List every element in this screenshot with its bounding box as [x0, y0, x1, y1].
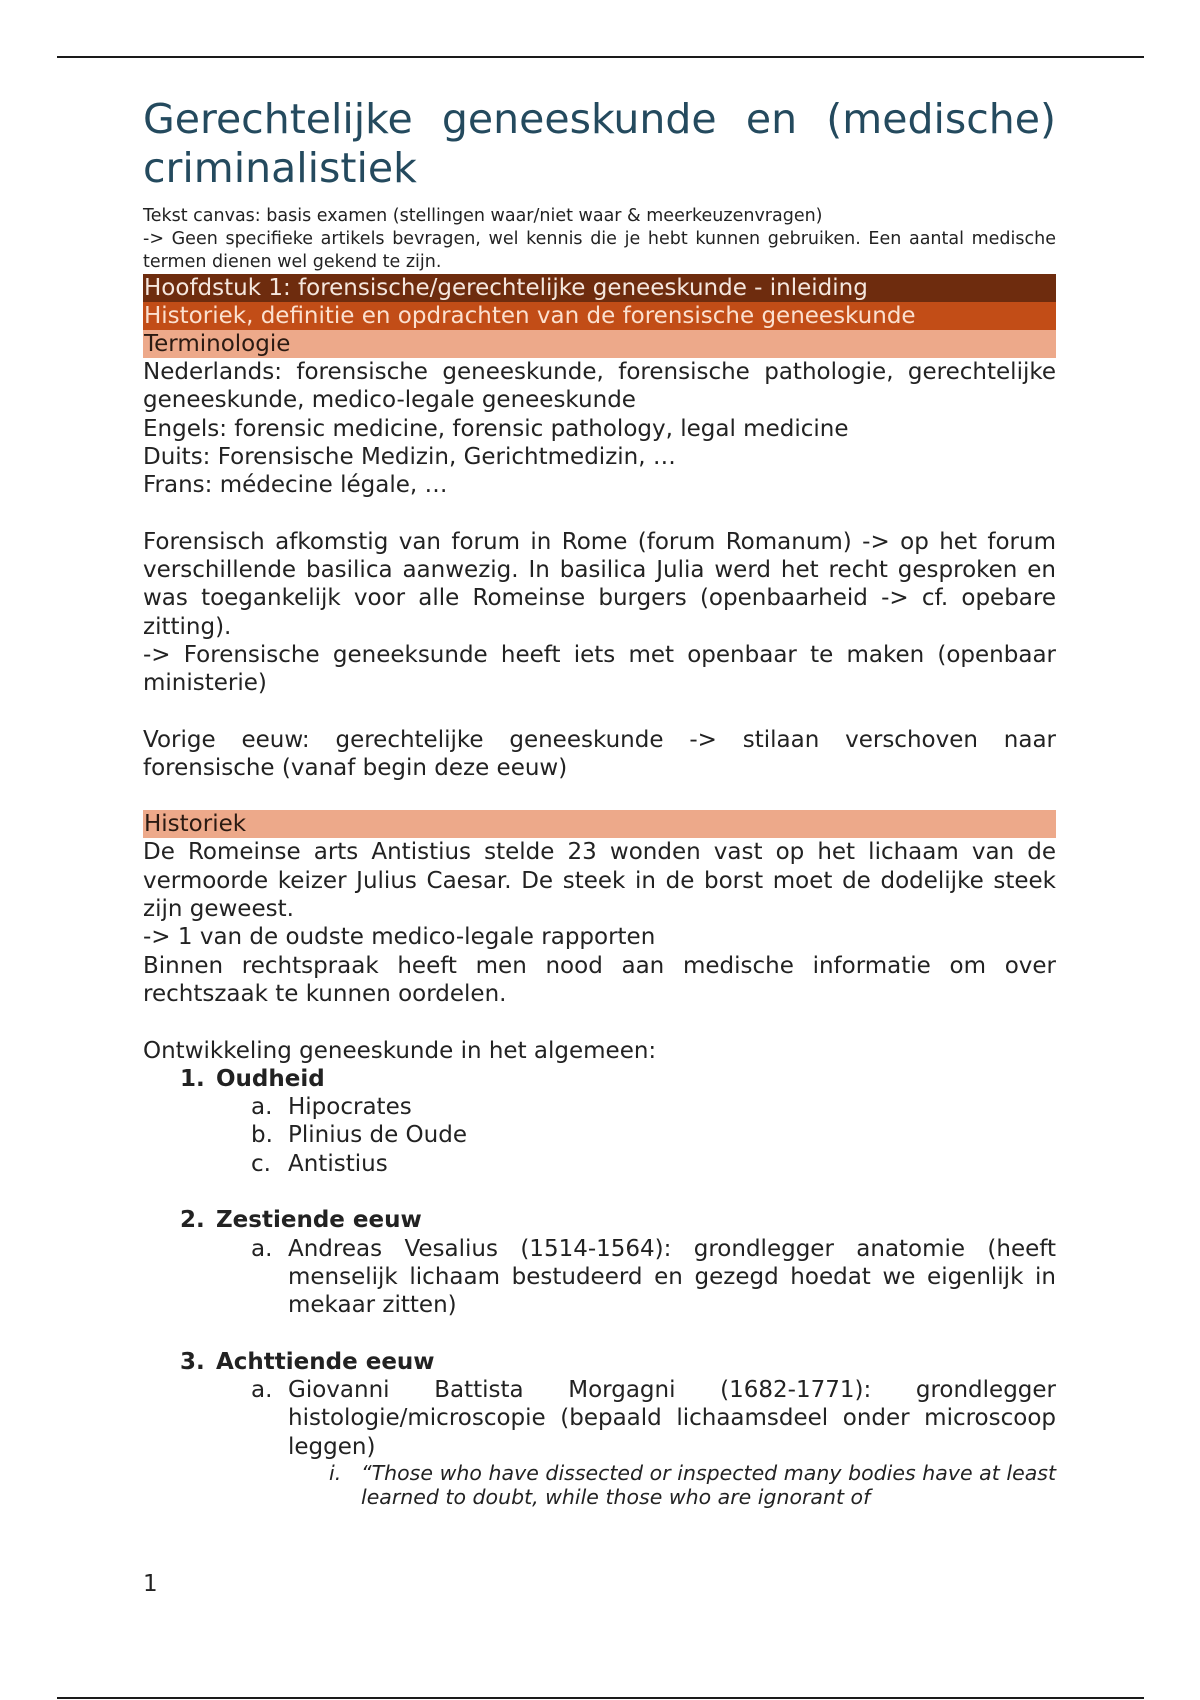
- spacer: [143, 698, 1056, 726]
- list-item-text: Plinius de Oude: [288, 1122, 467, 1149]
- terminology-body: [143, 358, 1056, 782]
- page-number: 1: [143, 1571, 158, 1597]
- oldest-report-note: -> 1 van de oudste medico-legale rapporten: [143, 924, 656, 951]
- list-marker: b.: [251, 1122, 273, 1149]
- list-marker: c.: [251, 1150, 271, 1177]
- period-label: Oudheid: [216, 1065, 325, 1092]
- quote-text: “Those who have dissected or inspected many bodies have at least learned to doubt, while those who are ignorant of: [361, 1460, 1056, 1509]
- spacer: [143, 499, 1056, 527]
- list-marker: a.: [251, 1094, 273, 1121]
- intro-line-2: -> Geen specifieke artikels bevragen, wel kennis die je hebt kunnen gebruiken. Een aantal medische termen dienen wel gekend te zijn.: [143, 229, 1056, 272]
- list-item: [143, 1235, 1056, 1320]
- list-item: [143, 1121, 1056, 1149]
- section-heading: Historiek, definitie en opdrachten van de forensische geneeskunde: [143, 302, 1056, 330]
- spacer: [143, 1178, 1056, 1206]
- terminology-line-french: Frans: médecine légale, …: [143, 472, 448, 499]
- document-page: [143, 95, 1056, 1509]
- forensic-origin-paragraph: Forensisch afkomstig van forum in Rome (forum Romanum) -> op het forum verschillende basilica aanwezig. In basilica Julia werd het recht gesproken en was toegankelijk voor alle Romeinse burgers (openbaarheid -> cf. opebare zitting).: [143, 528, 1056, 640]
- list-item-text: Giovanni Battista Morgagni (1682-1771): grondlegger histologie/microscopie (bepaald lichaamsdeel onder microscoop leggen): [288, 1377, 1056, 1460]
- period-heading: [143, 1065, 1056, 1093]
- top-rule: [57, 56, 1144, 58]
- period-number: 2.: [180, 1207, 205, 1234]
- antistius-paragraph: De Romeinse arts Antistius stelde 23 wonden vast op het lichaam van de vermoorde keizer Julius Caesar. De steek in de borst moet de dodelijke steek zijn geweest.: [143, 839, 1056, 923]
- list-item: [143, 1150, 1056, 1178]
- history-body: [143, 838, 1056, 1064]
- list-item-text: Antistius: [288, 1150, 388, 1177]
- terminology-heading: Terminologie: [143, 330, 1056, 358]
- list-item: [143, 1065, 1056, 1206]
- spacer: [143, 1008, 1056, 1036]
- period-heading: [143, 1348, 1056, 1376]
- list-item-text: Andreas Vesalius (1514-1564): grondlegger anatomie (heeft menselijk lichaam bestudeerd en gezegd hoedat we eigenlijk in mekaar zitten): [288, 1235, 1056, 1319]
- jurisdiction-paragraph: Binnen rechtspraak heeft men nood aan medische informatie om over rechtszaak te kunnen oordelen.: [143, 952, 1056, 1007]
- period-heading: [143, 1206, 1056, 1234]
- quote-item: [143, 1461, 1056, 1509]
- spacer: [143, 1320, 1056, 1348]
- terminology-line-dutch: Nederlands: forensische geneeskunde, forensische pathologie, gerechtelijke geneeskunde, medico-legale geneeskunde: [143, 359, 1056, 414]
- list-item: [143, 1093, 1056, 1121]
- period-number: 1.: [180, 1065, 205, 1092]
- history-heading: Historiek: [143, 810, 1056, 838]
- list-item: [143, 1348, 1056, 1509]
- list-marker: a.: [251, 1235, 273, 1262]
- list-marker: i.: [329, 1460, 342, 1485]
- terminology-line-german: Duits: Forensische Medizin, Gerichtmedizin, …: [143, 443, 676, 470]
- list-item: [143, 1206, 1056, 1347]
- forensic-public-note: -> Forensische geneeksunde heeft iets met openbaar te maken (openbaar ministerie): [143, 641, 1056, 697]
- list-marker: a.: [251, 1377, 273, 1404]
- chapter-heading: Hoofdstuk 1: forensische/gerechtelijke geneeskunde - inleiding: [143, 274, 1056, 302]
- bottom-rule: [57, 1697, 1144, 1699]
- period-label: Achttiende eeuw: [216, 1348, 435, 1375]
- development-intro: Ontwikkeling geneeskunde in het algemeen:: [143, 1037, 657, 1064]
- intro-line-1: Tekst canvas: basis examen (stellingen waar/niet waar & meerkeuzenvragen): [143, 206, 823, 226]
- list-item: [143, 1376, 1056, 1461]
- document-title: Gerechtelijke geneeskunde en (medische) criminalistiek: [143, 95, 1056, 192]
- previous-century-paragraph: Vorige eeuw: gerechtelijke geneeskunde -> stilaan verschoven naar forensische (vanaf begin deze eeuw): [143, 726, 1056, 782]
- period-label: Zestiende eeuw: [216, 1207, 422, 1234]
- period-number: 3.: [180, 1348, 205, 1375]
- list-item-text: Hipocrates: [288, 1094, 412, 1121]
- terminology-line-english: Engels: forensic medicine, forensic pathology, legal medicine: [143, 415, 849, 442]
- intro-block: [143, 205, 1056, 274]
- development-list: [143, 1065, 1056, 1509]
